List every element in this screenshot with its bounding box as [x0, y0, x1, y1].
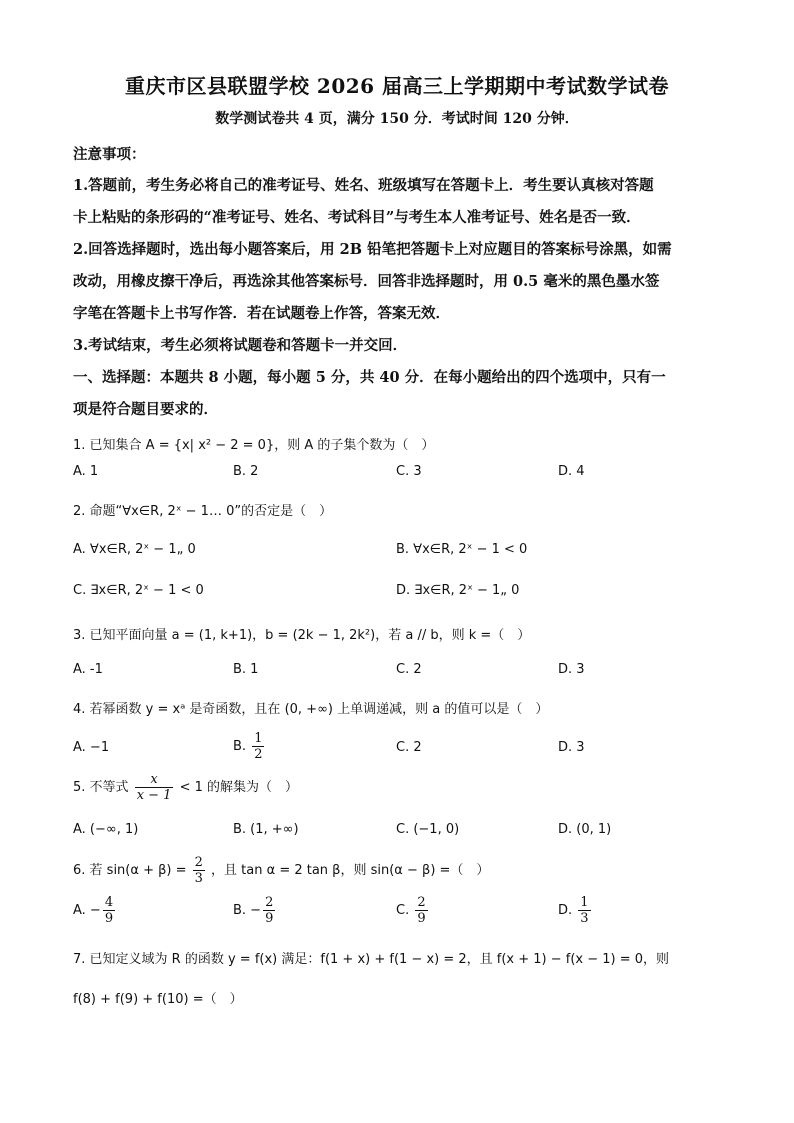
question-4-option-a: A. −1 — [73, 740, 110, 755]
question-4-option-d: D. 3 — [558, 740, 585, 755]
question-2-option-c: C. ∃x∈R, 2ˣ − 1 < 0 — [73, 583, 204, 598]
fraction-denominator: x − 1 — [136, 788, 172, 803]
question-1-text: 1. 已知集合 A = {x| x² − 2 = 0}，则 A 的子集个数为（ ） — [73, 438, 435, 453]
note-line-3: 2.回答选择题时，选出每小题答案后，用 2B 铅笔把答题卡上对应题目的答案标号涂黑，如需 — [73, 241, 672, 258]
question-5-option-a: A. (−∞, 1) — [73, 822, 139, 837]
question-4-text: 4. 若幂函数 y = xᵃ 是奇函数，且在 (0, +∞) 上单调递减，则 a 的值可以是（ ） — [73, 702, 549, 717]
note-line-6: 3.考试结束，考生必须将试题卷和答题卡一并交回． — [73, 337, 408, 354]
fraction-denominator: 9 — [417, 911, 426, 926]
option-label: B. — [233, 739, 247, 754]
question-7-line-1: 7. 已知定义域为 R 的函数 y = f(x) 满足：f(1 + x) + f(1 − x) = 2，且 f(x + 1) − f(x − 1) = 0，则 — [73, 952, 670, 967]
fraction-numerator: 2 — [194, 855, 203, 870]
fraction-denominator: 9 — [265, 911, 274, 926]
note-line-5: 字笔在答题卡上书写作答．若在试题卷上作答，答案无效． — [73, 305, 450, 322]
fraction-numerator: 2 — [265, 895, 274, 910]
question-3-text: 3. 已知平面向量 a = (1, k+1)，b = (2k − 1, 2k²)，若 a // b，则 k =（ ） — [73, 628, 531, 643]
fraction — [578, 895, 590, 926]
question-2-option-b: B. ∀x∈R, 2ˣ − 1 < 0 — [396, 542, 528, 557]
fraction — [415, 895, 427, 926]
question-5-text — [73, 772, 298, 803]
question-1-option-b: B. 2 — [233, 464, 259, 479]
fraction — [252, 731, 264, 762]
fraction-numerator: 4 — [104, 895, 114, 910]
section-heading-line-1: 一、选择题：本题共 8 小题，每小题 5 分，共 40 分．在每小题给出的四个选项中，只有一 — [73, 369, 666, 386]
fraction-numerator: 2 — [417, 895, 426, 910]
question-5-prefix: 5. 不等式 — [73, 780, 129, 795]
fraction — [193, 855, 205, 886]
question-4-option-c: C. 2 — [396, 740, 422, 755]
note-line-1: 1.答题前，考生务必将自己的准考证号、姓名、班级填写在答题卡上．考生要认真核对答题 — [73, 177, 654, 194]
option-label: C. — [396, 903, 410, 918]
question-3-option-d: D. 3 — [558, 662, 585, 677]
question-5-option-c: C. (−1, 0) — [396, 822, 460, 837]
fraction-denominator: 9 — [104, 911, 114, 926]
question-6-option-a — [73, 895, 117, 926]
question-6-option-c — [396, 895, 430, 926]
option-label: D. — [558, 903, 573, 918]
note-line-4: 改动，用橡皮擦干净后，再选涂其他答案标号．回答非选择题时，用 0.5 毫米的黑色墨水签 — [73, 273, 660, 290]
question-1-option-c: C. 3 — [396, 464, 422, 479]
fraction — [135, 772, 174, 803]
fraction-numerator: 1 — [580, 895, 589, 910]
question-7-line-2: f(8) + f(9) + f(10) =（ ） — [73, 992, 243, 1007]
fraction-denominator: 3 — [194, 871, 203, 886]
fraction — [103, 895, 115, 926]
fraction-numerator: x — [135, 772, 174, 788]
question-4-option-b — [233, 731, 266, 762]
question-5-option-b: B. (1, +∞) — [233, 822, 299, 837]
fraction — [263, 895, 275, 926]
fraction-denominator: 2 — [254, 747, 263, 762]
note-line-2: 卡上粘贴的条形码的“准考证号、姓名、考试科目”与考生本人准考证号、姓名是否一致． — [73, 209, 641, 226]
question-5-option-d: D. (0, 1) — [558, 822, 612, 837]
exam-subtitle: 数学测试卷共 4 页，满分 150 分．考试时间 120 分钟． — [215, 111, 579, 127]
question-3-option-a: A. -1 — [73, 662, 103, 677]
question-1-option-d: D. 4 — [558, 464, 585, 479]
question-6-text — [73, 855, 489, 886]
question-6-option-d — [558, 895, 593, 926]
option-label: B. − — [233, 903, 262, 918]
question-2-option-d: D. ∃x∈R, 2ˣ − 1„ 0 — [396, 583, 520, 598]
section-heading-line-2: 项是符合题目要求的． — [73, 401, 218, 418]
question-2-option-a: A. ∀x∈R, 2ˣ − 1„ 0 — [73, 542, 196, 557]
question-6-suffix: ，且 tan α = 2 tan β，则 sin(α − β) =（ ） — [211, 863, 490, 878]
question-5-suffix: < 1 的解集为（ ） — [179, 780, 299, 795]
question-6-prefix: 6. 若 sin(α + β) = — [73, 863, 187, 878]
question-3-option-c: C. 2 — [396, 662, 422, 677]
fraction-numerator: 1 — [254, 731, 263, 746]
exam-title: 重庆市区县联盟学校 2026 届高三上学期期中考试数学试卷 — [124, 74, 670, 98]
fraction-denominator: 3 — [580, 911, 589, 926]
option-label: A. − — [73, 903, 101, 918]
notes-heading: 注意事项： — [73, 146, 146, 163]
question-2-text: 2. 命题“∀x∈R, 2ˣ − 1… 0”的否定是（ ） — [73, 504, 333, 519]
question-1-option-a: A. 1 — [73, 464, 99, 479]
question-6-option-b — [233, 895, 277, 926]
question-3-option-b: B. 1 — [233, 662, 259, 677]
